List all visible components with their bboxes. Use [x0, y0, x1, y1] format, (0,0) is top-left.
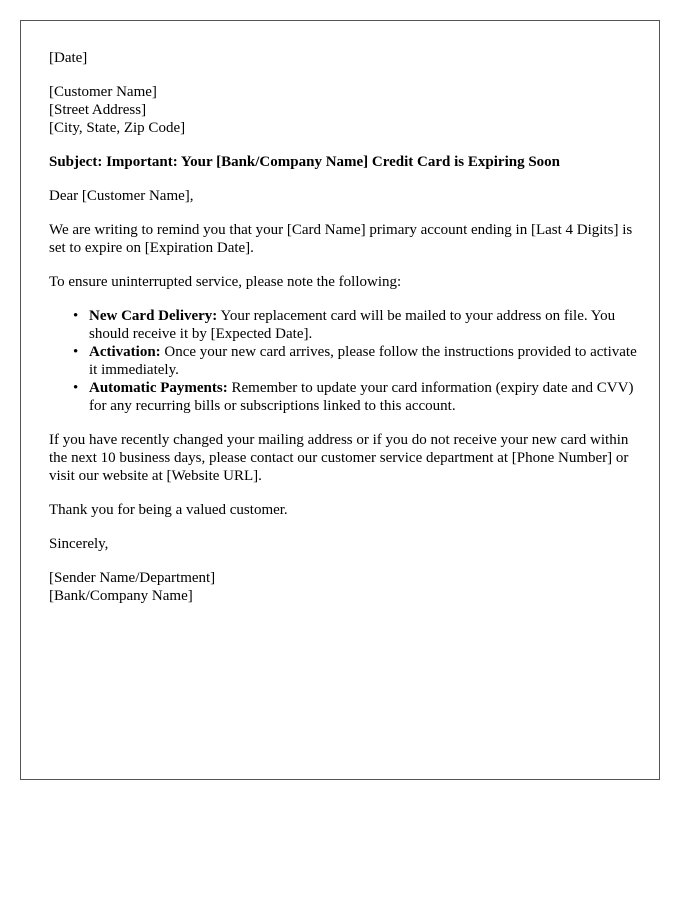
paragraph-thanks: Thank you for being a valued customer.	[49, 502, 288, 518]
paragraph-reminder: We are writing to remind you that your [Card Name] primary account ending in [Last 4 Digits] is set to expire on [Expiration Date].	[49, 222, 633, 256]
bullet-icon: •	[73, 308, 79, 324]
list-item	[73, 379, 641, 415]
sender-company: [Bank/Company Name]	[49, 588, 193, 604]
sender-name: [Sender Name/Department]	[49, 570, 216, 586]
paragraph-note-intro: To ensure uninterrupted service, please note the following:	[49, 274, 402, 290]
subject-text: Important: Your [Bank/Company Name] Credit Card is Expiring Soon	[106, 154, 561, 170]
bullet-icon: •	[73, 344, 79, 360]
subject-line	[49, 153, 641, 171]
list-item-text: Remember to update your card information (expiry date and CVV) for any recurring bills or subscriptions linked to this account.	[89, 380, 634, 414]
recipient-address	[49, 83, 641, 137]
subject-prefix: Subject:	[49, 154, 107, 170]
recipient-street: [Street Address]	[49, 102, 147, 118]
letter-page	[20, 20, 660, 780]
sender-signature	[49, 569, 641, 605]
list-item-text: Your replacement card will be mailed to your address on file. You should receive it by [Expected Date].	[89, 308, 616, 342]
notes-list	[49, 307, 641, 415]
list-item-term: Automatic Payments:	[89, 380, 228, 396]
list-item-term: Activation:	[89, 344, 161, 360]
closing: Sincerely,	[49, 536, 109, 552]
bullet-icon: •	[73, 380, 79, 396]
letter-date: [Date]	[49, 50, 88, 66]
salutation: Dear [Customer Name],	[49, 188, 194, 204]
list-item	[73, 307, 641, 343]
recipient-city-line: [City, State, Zip Code]	[49, 120, 186, 136]
paragraph-contact: If you have recently changed your mailing address or if you do not receive your new card within the next 10 business days, please contact our customer service department at [Phone Number] or visit our website at [Website URL].	[49, 432, 629, 484]
letter-body	[49, 49, 641, 621]
list-item-text: Once your new card arrives, please follow the instructions provided to activate it immediately.	[89, 344, 637, 378]
list-item	[73, 343, 641, 379]
list-item-term: New Card Delivery:	[89, 308, 218, 324]
recipient-name: [Customer Name]	[49, 84, 157, 100]
